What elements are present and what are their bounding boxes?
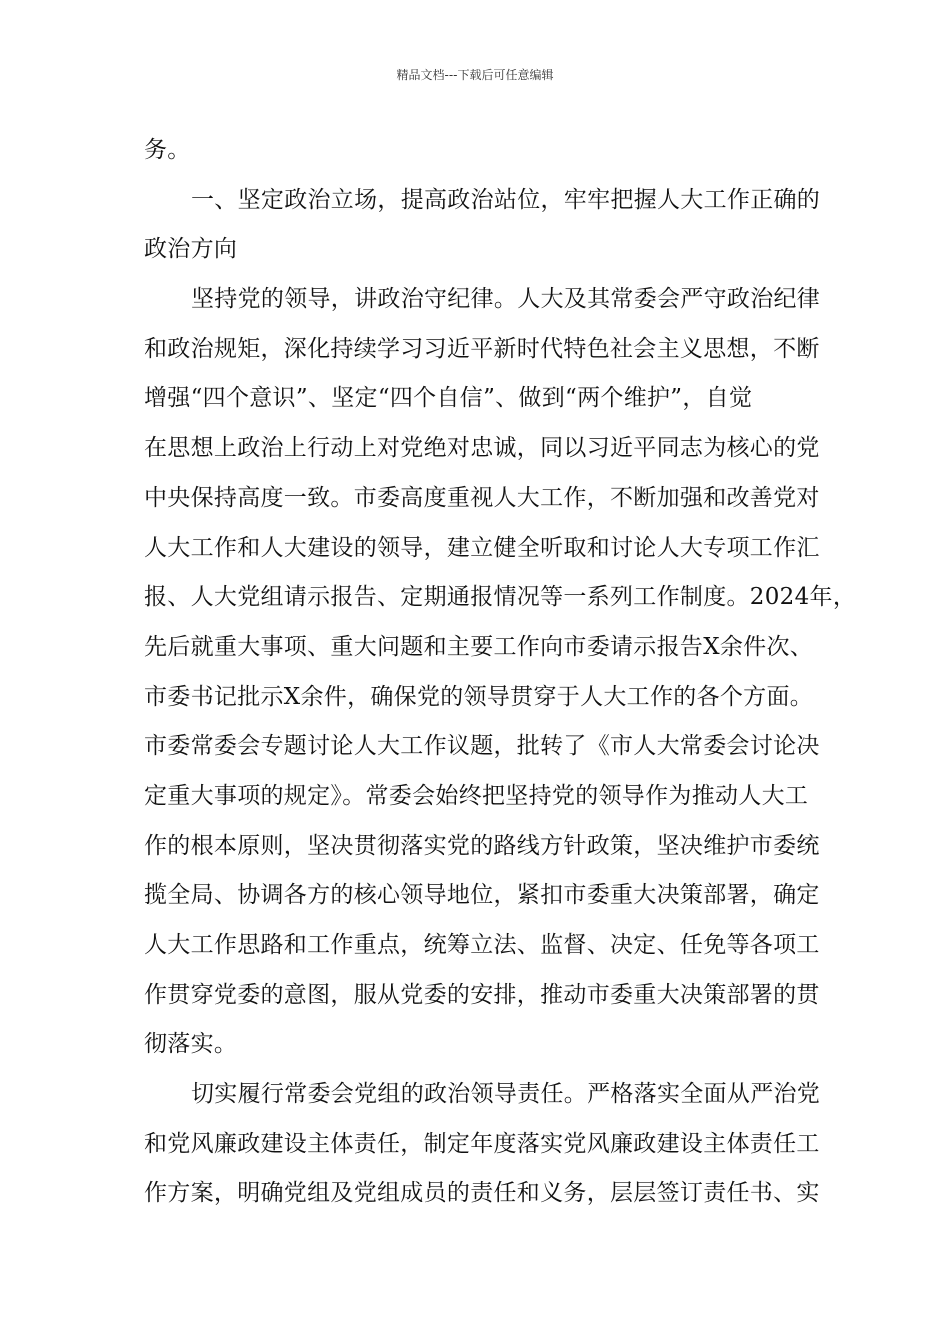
text-line: 作贯穿党委的意图，服从党委的安排，推动市委重大决策部署的贯 bbox=[144, 981, 820, 1008]
text-line: 增强“四个意识”、坚定“四个自信”、做到“两个维护”，自觉 bbox=[144, 385, 753, 412]
text-line: 报、人大党组请示报告、定期通报情况等一系列工作制度。2024年， bbox=[144, 584, 857, 611]
text-line: 彻落实。 bbox=[144, 1031, 238, 1058]
text-line: 揽全局、协调各方的核心领导地位，紧扣市委重大决策部署，确定 bbox=[144, 882, 820, 909]
text-line: 在思想上政治上行动上对党绝对忠诚，同以习近平同志为核心的党 bbox=[144, 435, 820, 462]
text-line: 作方案，明确党组及党组成员的责任和义务，层层签订责任书、实 bbox=[144, 1180, 820, 1207]
text-line: 人大工作思路和工作重点，统筹立法、监督、决定、任免等各项工 bbox=[144, 932, 820, 958]
text-line: 人大工作和人大建设的领导，建立健全听取和讨论人大专项工作汇 bbox=[144, 534, 820, 561]
text-line: 和党风廉政建设主体责任，制定年度落实党风廉政建设主体责任工 bbox=[144, 1130, 820, 1157]
paragraph-start: 切实履行常委会党组的政治领导责任。严格落实全面从严治党 bbox=[191, 1081, 821, 1108]
page-header: 精品文档---下载后可任意编辑 bbox=[396, 68, 554, 82]
text-line: 作的根本原则，坚决贯彻落实党的路线方针政策，坚决维护市委统 bbox=[144, 832, 820, 859]
document-body bbox=[144, 126, 857, 1219]
text-line: 中央保持高度一致。市委高度重视人大工作，不断加强和改善党对 bbox=[144, 484, 820, 511]
section-heading-continued: 政治方向 bbox=[144, 236, 238, 263]
text-line: 务。 bbox=[144, 137, 191, 163]
text-line: 先后就重大事项、重大问题和主要工作向市委请示报告X余件次、 bbox=[144, 633, 814, 660]
text-line: 定重大事项的规定》。常委会始终把坚持党的领导作为推动人大工 bbox=[144, 782, 809, 809]
section-heading: 一、坚定政治立场，提高政治站位，牢牢把握人大工作正确的 bbox=[191, 186, 821, 213]
text-line: 市委书记批示X余件，确保党的领导贯穿于人大工作的各个方面。 bbox=[144, 683, 814, 710]
paragraph-start: 坚持党的领导，讲政治守纪律。人大及其常委会严守政治纪律 bbox=[191, 286, 821, 313]
text-line: 和政治规矩，深化持续学习习近平新时代特色社会主义思想，不断 bbox=[144, 335, 820, 362]
text-line: 市委常委会专题讨论人大工作议题，批转了《市人大常委会讨论决 bbox=[144, 733, 820, 760]
